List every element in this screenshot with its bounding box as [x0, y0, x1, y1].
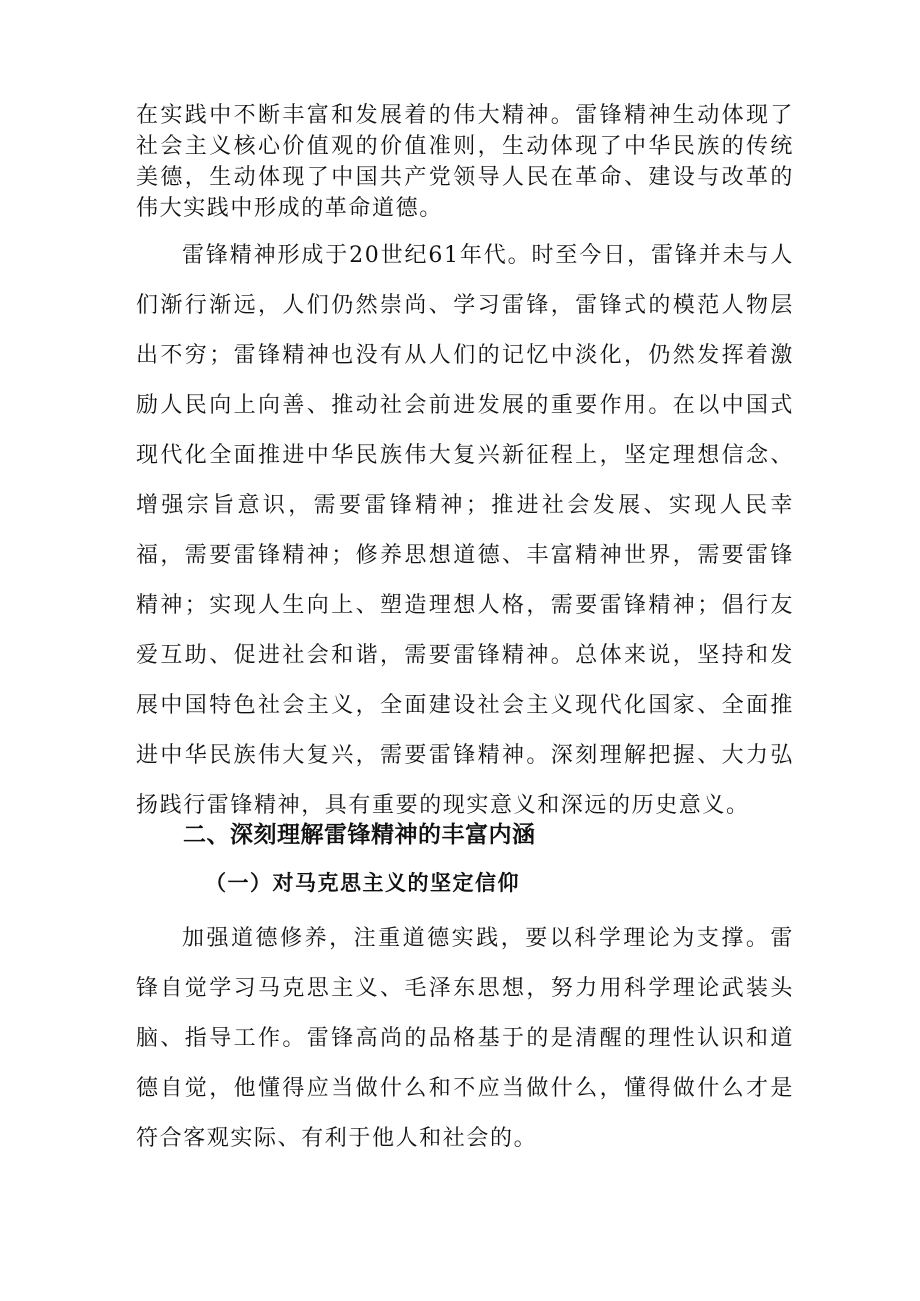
body-paragraph-marxism-belief: 加强道德修养，注重道德实践，要以科学理论为支撑。雷锋自觉学习马克思主义、毛泽东思想，努力用科学理论武装头脑、指导工作。雷锋高尚的品格基于的是清醒的理性认识和道德自觉，他懂得应当做什么和不应当做什么，懂得做什么才是符合客观实际、有利于他人和社会的。	[136, 926, 794, 1151]
body-paragraph-lei-feng-era: 雷锋精神形成于20世纪61年代。时至今日，雷锋并未与人们渐行渐远，人们仍然崇尚、学习雷锋，雷锋式的模范人物层出不穷；雷锋精神也没有从人们的记忆中淡化，仍然发挥着激励人民向上向善、推动社会前进发展的重要作用。在以中国式现代化全面推进中华民族伟大复兴新征程上，坚定理想信念、增强宗旨意识，需要雷锋精神；推进社会发展、实现人民幸福，需要雷锋精神；修养思想道德、丰富精神世界，需要雷锋精神；实现人生向上、塑造理想人格，需要雷锋精神；倡行友爱互助、促进社会和谐，需要雷锋精神。总体来说，坚持和发展中国特色社会主义，全面建设社会主义现代化国家、全面推进中华民族伟大复兴，需要雷锋精神。深刻理解把握、大力弘扬践行雷锋精神，具有重要的现实意义和深远的历史意义。	[136, 243, 794, 818]
body-paragraph-continuation: 在实践中不断丰富和发展着的伟大精神。雷锋精神生动体现了社会主义核心价值观的价值准则，生动体现了中华民族的传统美德，生动体现了中国共产党领导人民在革命、建设与改革的伟大实践中形成的革命道德。	[136, 103, 794, 221]
section-heading: 二、深刻理解雷锋精神的丰富内涵	[183, 822, 536, 848]
subsection-heading: （一）对马克思主义的坚定信仰	[205, 870, 520, 895]
